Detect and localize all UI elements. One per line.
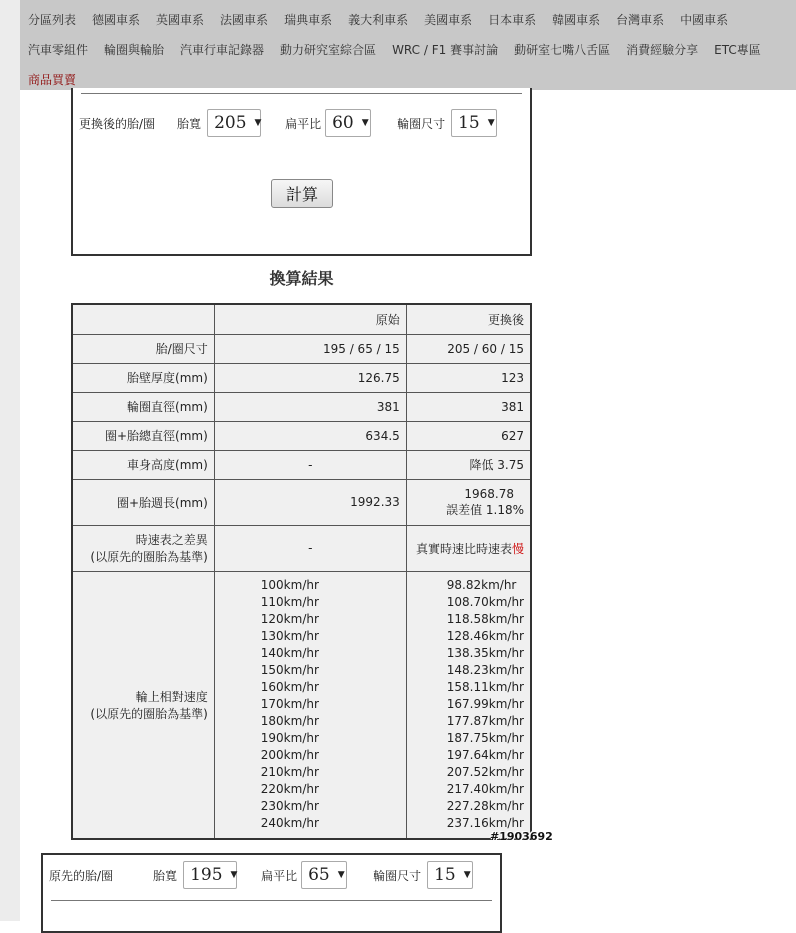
nav-link-italian[interactable]: 義大利車系 <box>348 12 409 27</box>
before-row-label: 原先的胎/圈 <box>49 868 114 883</box>
chevron-down-icon: ▼ <box>254 118 262 128</box>
table-row <box>72 363 531 392</box>
width-label: 胎寬 <box>177 116 202 131</box>
before-rim-value: 15 <box>434 865 456 885</box>
table-row <box>72 334 531 363</box>
relative-label-2: (以原先的圈胎為基準) <box>90 706 208 721</box>
row-new: 205 / 60 / 15 <box>406 334 531 363</box>
speed-item: 217.40km/hr <box>446 782 524 797</box>
after-tire-row <box>79 108 497 138</box>
speedo-label-1: 時速表之差異 <box>135 533 208 547</box>
header-original: 原始 <box>214 304 406 334</box>
divider <box>51 900 492 901</box>
after-rim-value: 15 <box>458 113 480 133</box>
ratio-label: 扁平比 <box>261 868 298 883</box>
nav-link-section-list[interactable]: 分區列表 <box>28 12 77 27</box>
row-new: 381 <box>406 392 531 421</box>
row-new: 627 <box>406 421 531 450</box>
speedo-label-2: (以原先的圈胎為基準) <box>90 550 208 564</box>
width-label: 胎寬 <box>153 868 178 883</box>
speed-item: 120km/hr <box>260 612 319 627</box>
speed-item: 177.87km/hr <box>446 714 524 729</box>
speed-item: 227.28km/hr <box>446 799 524 814</box>
before-width-value: 195 <box>190 865 223 885</box>
speed-item: 197.64km/hr <box>446 748 524 763</box>
nav-link-dashcam[interactable]: 汽車行車記錄器 <box>180 42 265 57</box>
row-label <box>72 571 214 839</box>
speed-item: 100km/hr <box>260 578 319 593</box>
chevron-down-icon: ▼ <box>487 118 495 128</box>
row-label: 輪圈直徑(mm) <box>72 392 214 421</box>
row-label: 圈+胎週長(mm) <box>72 479 214 525</box>
speed-item: 110km/hr <box>260 595 319 610</box>
calc-form-after <box>71 88 532 256</box>
nav-link-parts[interactable]: 汽車零組件 <box>28 42 89 57</box>
chevron-down-icon: ▼ <box>463 870 471 880</box>
relative-new-list <box>406 571 531 839</box>
divider <box>81 93 522 94</box>
before-ratio-select[interactable] <box>301 861 347 889</box>
row-original: 195 / 65 / 15 <box>214 334 406 363</box>
speed-item: 190km/hr <box>260 731 319 746</box>
chevron-down-icon: ▼ <box>230 870 238 880</box>
speed-item: 118.58km/hr <box>446 612 524 627</box>
chevron-down-icon: ▼ <box>337 870 345 880</box>
speed-item: 148.23km/hr <box>446 663 524 678</box>
nav-link-wheels-tires[interactable]: 輪圈與輪胎 <box>104 42 165 57</box>
nav-link-korean[interactable]: 韓國車系 <box>552 12 601 27</box>
speed-item: 108.70km/hr <box>446 595 524 610</box>
chevron-down-icon: ▼ <box>361 118 369 128</box>
row-label: 胎壁厚度(mm) <box>72 363 214 392</box>
ratio-label: 扁平比 <box>285 116 322 131</box>
after-ratio-select[interactable] <box>325 109 371 137</box>
speed-item: 158.11km/hr <box>446 680 524 695</box>
row-new: 降低 3.75 <box>406 450 531 479</box>
speed-item: 98.82km/hr <box>446 578 517 593</box>
nav-link-chatter[interactable]: 動研室七嘴八舌區 <box>514 42 611 57</box>
watermark: #1903692 <box>490 830 553 843</box>
row-label: 胎/圈尺寸 <box>72 334 214 363</box>
after-width-select[interactable] <box>207 109 261 137</box>
speed-item: 160km/hr <box>260 680 319 695</box>
speed-item: 180km/hr <box>260 714 319 729</box>
circumference-new-value: 1968.78 <box>464 486 514 501</box>
nav-row-1 <box>28 4 796 34</box>
forum-nav <box>20 0 796 90</box>
table-row <box>72 392 531 421</box>
row-new <box>406 525 531 571</box>
speed-item: 230km/hr <box>260 799 319 814</box>
after-ratio-value: 60 <box>332 113 354 133</box>
result-table <box>71 303 532 840</box>
before-ratio-value: 65 <box>308 865 330 885</box>
speed-item: 140km/hr <box>260 646 319 661</box>
after-rim-select[interactable] <box>451 109 497 137</box>
result-title: 換算結果 <box>269 269 334 288</box>
nav-row-2 <box>28 34 796 64</box>
row-original: - <box>214 525 406 571</box>
speed-item: 128.46km/hr <box>446 629 524 644</box>
nav-link-wrc-f1[interactable]: WRC / F1 賽事討論 <box>392 42 499 57</box>
before-width-select[interactable] <box>183 861 237 889</box>
nav-link-china[interactable]: 中國車系 <box>680 12 729 27</box>
speedo-new-slow: 慢 <box>511 541 524 556</box>
error-value: 誤差值 1.18% <box>446 502 524 517</box>
row-new: 123 <box>406 363 531 392</box>
header-new: 更換後 <box>406 304 531 334</box>
after-row-label: 更換後的胎/圈 <box>79 116 156 131</box>
speedo-new-prefix: 真實時速比時速表 <box>415 541 512 556</box>
speed-item: 207.52km/hr <box>446 765 524 780</box>
nav-link-marketplace[interactable]: 商品買賣 <box>28 72 77 87</box>
speed-item: 138.35km/hr <box>446 646 524 661</box>
calculate-button[interactable]: 計算 <box>271 179 333 208</box>
row-original: 1992.33 <box>214 479 406 525</box>
relative-label-1: 輪上相對速度 <box>135 689 208 704</box>
after-width-value: 205 <box>214 113 247 133</box>
before-tire-row <box>49 860 473 890</box>
rim-label: 輪圈尺寸 <box>397 116 446 131</box>
row-label: 圈+胎總直徑(mm) <box>72 421 214 450</box>
nav-link-etc[interactable]: ETC專區 <box>714 42 761 57</box>
rim-label: 輪圈尺寸 <box>373 868 422 883</box>
nav-link-swedish[interactable]: 瑞典車系 <box>284 12 333 27</box>
speed-item: 237.16km/hr <box>446 816 524 831</box>
table-row-circumference <box>72 479 531 525</box>
row-original: - <box>214 450 406 479</box>
row-original: 634.5 <box>214 421 406 450</box>
speed-item: 170km/hr <box>260 697 319 712</box>
table-header-row <box>72 304 531 334</box>
row-new <box>406 479 531 525</box>
nav-link-french[interactable]: 法國車系 <box>220 12 269 27</box>
table-row <box>72 450 531 479</box>
speed-item: 240km/hr <box>260 816 319 831</box>
header-empty-cell <box>72 304 214 334</box>
row-original: 126.75 <box>214 363 406 392</box>
nav-link-british[interactable]: 英國車系 <box>156 12 205 27</box>
before-rim-select[interactable] <box>427 861 473 889</box>
row-original: 381 <box>214 392 406 421</box>
nav-link-consumer[interactable]: 消費經驗分享 <box>626 42 699 57</box>
speed-item: 200km/hr <box>260 748 319 763</box>
table-row-relative-speed <box>72 571 531 839</box>
speed-item: 167.99km/hr <box>446 697 524 712</box>
nav-link-american[interactable]: 美國車系 <box>424 12 473 27</box>
row-label: 車身高度(mm) <box>72 450 214 479</box>
calc-form-before <box>41 853 502 933</box>
nav-link-german[interactable]: 德國車系 <box>92 12 141 27</box>
speed-item: 187.75km/hr <box>446 731 524 746</box>
speed-item: 210km/hr <box>260 765 319 780</box>
left-rail <box>0 0 20 921</box>
table-row <box>72 421 531 450</box>
speed-item: 130km/hr <box>260 629 319 644</box>
nav-link-taiwan[interactable]: 台灣車系 <box>616 12 665 27</box>
speed-item: 220km/hr <box>260 782 319 797</box>
speed-item: 150km/hr <box>260 663 319 678</box>
nav-link-power-lab[interactable]: 動力研究室綜合區 <box>280 42 377 57</box>
table-row-speedo <box>72 525 531 571</box>
row-label <box>72 525 214 571</box>
nav-link-japanese[interactable]: 日本車系 <box>488 12 537 27</box>
relative-original-list <box>214 571 406 839</box>
